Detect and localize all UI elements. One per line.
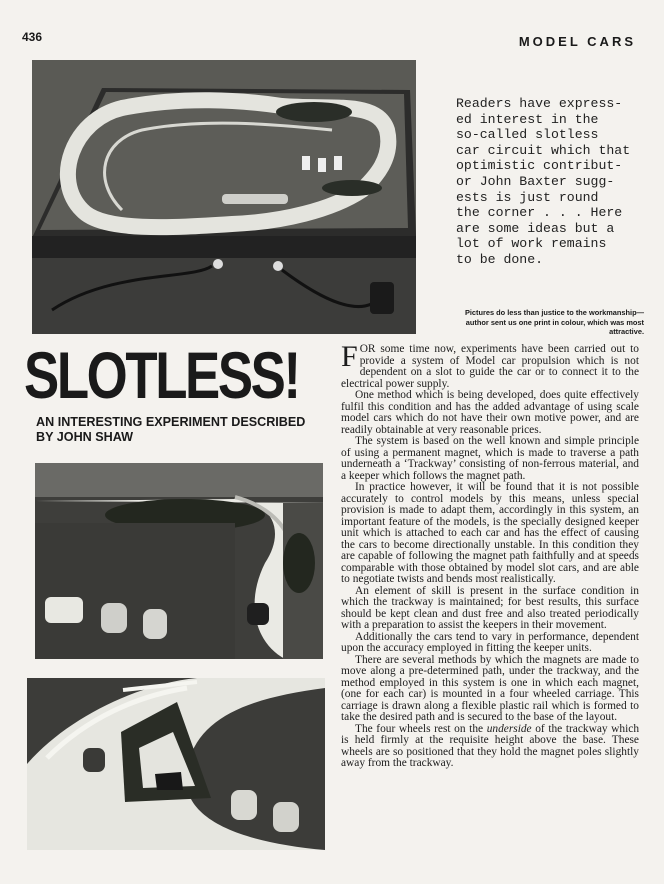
paragraph-1-text: OR some time now, experiments have been carried out to provide a system of Model car propulsion which is not dependent on a slot to guide the car or to connect it to the electrical power supply. (341, 343, 639, 390)
page-number: 436 (22, 30, 43, 44)
running-head: MODEL CARS (518, 34, 636, 49)
paragraph-8-end: of the trackway which is held firmly at the requisite height above the base. These wheels are so positioned that they hold the magnet poles slightly away from the trackway. (341, 722, 640, 769)
paragraph-1 (341, 340, 639, 390)
cars-on-track-photo (35, 463, 323, 659)
track-layout-photo (32, 60, 416, 334)
intro-text: Readers have express- ed interest in the so-called slotless car circuit which that optimistic contribut- or John Baxter sugg- ests is just round the corner . . . Here are some ideas but a lot of work remains to be done. (456, 96, 631, 267)
paragraph-7: There are several methods by which the magnets are made to move along a pre-determined path, under the trackway, and the method employed in this system is one in which each magnet, (one for each car) is mounted in a four wheeled carriage. This carriage is drawn along a flexible plastic rail which is formed to take the desired path and is secured to the base of the layout. (341, 653, 639, 723)
byline: AN INTERESTING EXPERIMENT DESCRIBED BY JOHN SHAW (36, 415, 306, 444)
paragraph-4: In practice however, it will be found that it is not possible accurately to control models by this means, unless special provision is made to adapt them, accordingly in this system, an important feature of the models, is the specially designed keeper unit which is attached to each car and has the effect of causing the cars to become directionally unstable. In this condition they are capable of following the magnet path faithfully and at speeds comparable with those obtained by model slot cars, and are able to negotiate twists and bends most realistically. (341, 481, 639, 585)
paragraph-5: An element of skill is present in the surface condition in which the trackway is maintained; for best results, this surface should be kept clean and dust free and also treated periodically with a preparation to assist the keepers in their movement. (341, 584, 639, 631)
paragraph-8-emphasis: underside (486, 722, 532, 735)
paragraph-8-start: The four wheels rest on the (355, 722, 487, 735)
paragraph-6: Additionally the cars tend to vary in performance, dependent upon the accuracy employed in fitting the keeper units. (341, 630, 639, 654)
paragraph-3: The system is based on the well known and simple principle of using a permanent magnet, which is made to traverse a path underneath a ‘Trackway’ consisting of non-ferrous material, and a keeper which follows the magnet path. (341, 435, 639, 482)
paragraph-2: One method which is being developed, does quite effectively fulfil this condition and has the added advantage of using scale model cars which do not have their own motive power, and are readily obtainable at very reasonable prices. (341, 389, 639, 436)
headline: SLOTLESS! (24, 338, 299, 412)
photo-caption: Pictures do less than justice to the workmanship—author sent us one print in colour, which was most attractive. (464, 308, 644, 337)
article-body (341, 340, 640, 770)
drop-cap: F (341, 340, 358, 373)
paragraph-8 (341, 724, 639, 770)
curved-track-photo (27, 678, 325, 850)
